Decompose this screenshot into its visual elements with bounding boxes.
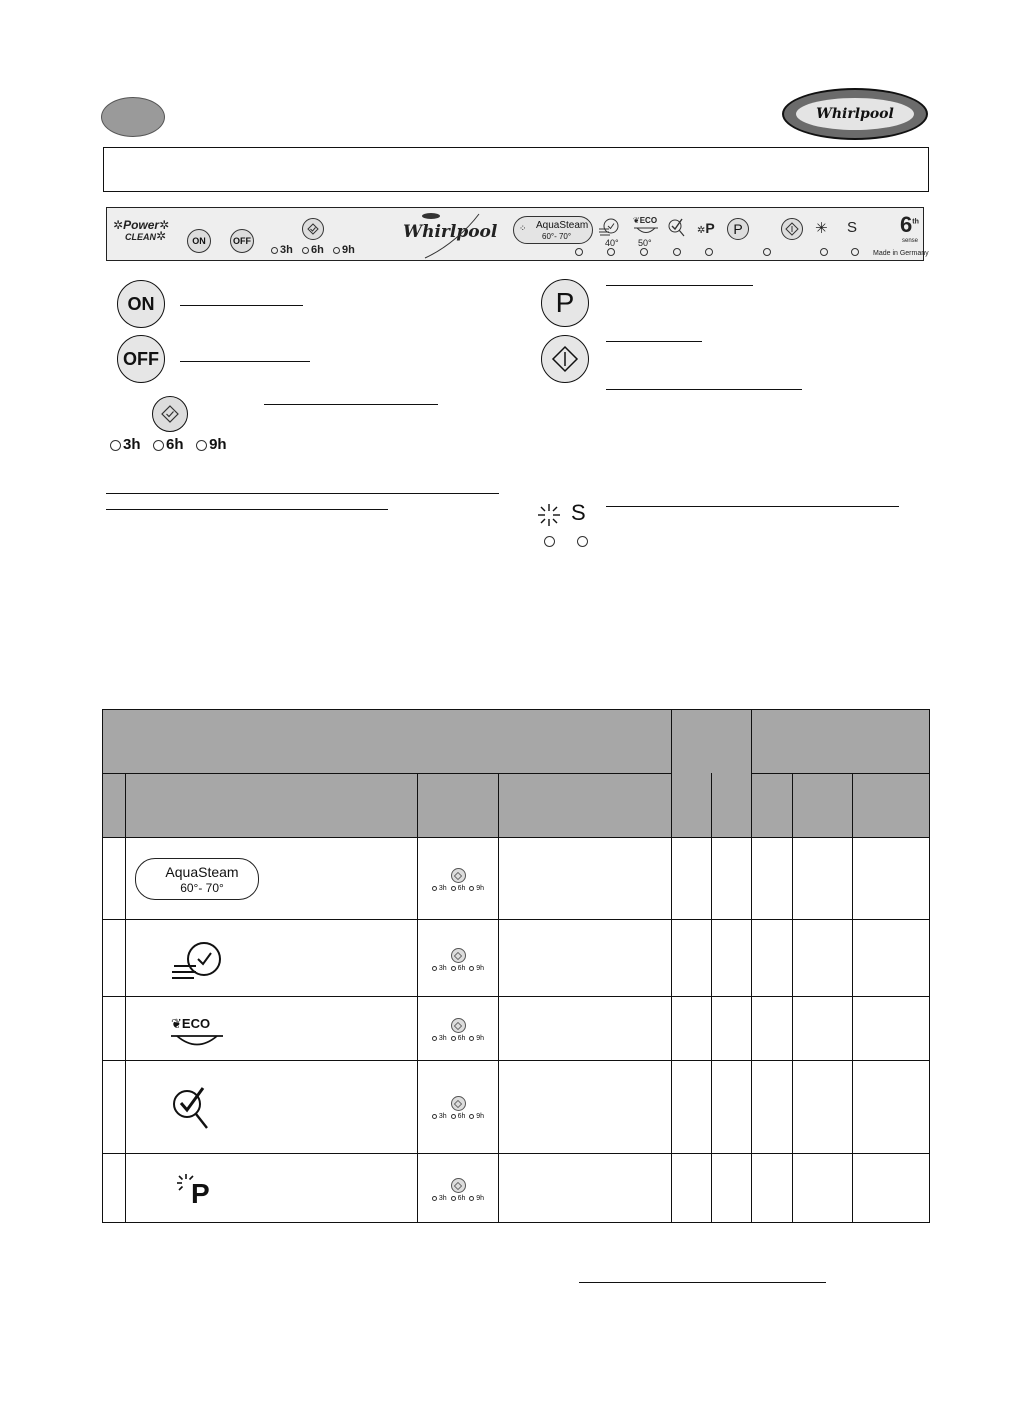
led-eco [640, 248, 648, 256]
legend-delay-icon [160, 404, 180, 424]
panel-aquasteam-label: AquaSteam [536, 220, 589, 231]
led-start [763, 248, 771, 256]
led-check [673, 248, 681, 256]
panel-check-wash-icon[interactable] [667, 217, 687, 239]
delay-icon [307, 223, 319, 235]
legend-delay-options: 3h 6h 9h [110, 436, 227, 453]
legend-line-2 [106, 509, 388, 510]
panel-prewash-icon[interactable]: ✲P [697, 220, 715, 236]
table-row-1-delay: 3h 6h 9h [418, 868, 498, 892]
panel-aquasteam-button[interactable] [513, 216, 593, 244]
led-salt [851, 248, 859, 256]
power-clean-icon: ✲ [113, 218, 124, 232]
legend-start-line [606, 341, 702, 342]
table-eco-icon: ❦ECO [171, 1016, 211, 1031]
delay-led-3h [271, 247, 278, 254]
legend-on-button: ON [117, 280, 165, 328]
footer-link-line [579, 1282, 826, 1283]
legend-delay-line [264, 404, 438, 405]
panel-delay-options: 3h 6h 9h [271, 244, 355, 256]
panel-logo-swoosh-icon [417, 210, 487, 260]
power-clean-label: ✲Power✲ CLEAN✲ [113, 218, 170, 243]
programme-table [102, 709, 930, 1223]
table-row-5-delay: 3h 6h 9h [418, 1178, 498, 1202]
language-badge [101, 97, 165, 137]
legend-p-button: P [541, 279, 589, 327]
panel-temp-40: 40° [605, 238, 619, 248]
delay-led-6h [302, 247, 309, 254]
legend-start-line-2 [606, 389, 802, 390]
whirlpool-logo [782, 88, 928, 140]
title-box [103, 147, 929, 192]
panel-salt-icon: S [847, 219, 858, 236]
legend-rinse-aid-icon [536, 502, 562, 528]
panel-quick-wash-icon[interactable] [597, 216, 621, 238]
panel-rinse-aid-icon: ✳ [815, 220, 828, 237]
panel-p-button[interactable]: P [727, 218, 749, 240]
legend-on-line [180, 305, 303, 306]
led-quick [607, 248, 615, 256]
on-button[interactable]: ON [187, 229, 211, 253]
logo-text: Whirlpool [816, 106, 894, 122]
start-icon [785, 222, 799, 236]
table-check-wash-icon [171, 1084, 217, 1132]
delay-led-9h [333, 247, 340, 254]
off-button[interactable]: OFF [230, 229, 254, 253]
led-prewash [705, 248, 713, 256]
legend-rinse-aid-led [544, 536, 555, 547]
table-aquasteam-icon: AquaSteam 60°- 70° [135, 858, 259, 900]
sixth-sense-logo: 6th [900, 212, 919, 237]
legend-salt-icon: S [571, 500, 586, 525]
legend-line-1 [106, 493, 499, 494]
legend-p-line [606, 285, 753, 286]
panel-temp-50: 50° [638, 238, 652, 248]
legend-start-button [541, 335, 589, 383]
panel-eco-bowl-icon [633, 226, 659, 236]
panel-logo: Whirlpool [403, 222, 498, 242]
panel-eco-icon[interactable]: ❦ECO [633, 216, 658, 225]
made-in-label: Made in Germany [873, 250, 929, 257]
legend-start-icon [551, 345, 579, 373]
steam-dots-icon: ⁘ [519, 223, 527, 233]
table-eco-bowl-icon [169, 1033, 225, 1051]
legend-salt-led [577, 536, 588, 547]
led-rinse-aid [820, 248, 828, 256]
table-row-3-delay: 3h 6h 9h [418, 1018, 498, 1042]
legend-warning-line [606, 506, 899, 507]
delay-button[interactable] [302, 218, 324, 240]
control-panel [106, 207, 929, 261]
table-row-2-delay: 3h 6h 9h [418, 948, 498, 972]
legend-off-button: OFF [117, 335, 165, 383]
table-quick-wash-icon [170, 938, 226, 984]
panel-aquasteam-temp: 60°- 70° [542, 232, 572, 241]
sixth-sense-text: sense [902, 238, 919, 244]
legend-off-line [180, 361, 310, 362]
legend-delay-button [152, 396, 188, 432]
table-row-4-delay: 3h 6h 9h [418, 1096, 498, 1120]
table-prewash-p-icon: P [191, 1178, 210, 1209]
panel-start-button[interactable] [781, 218, 803, 240]
led-aquasteam [575, 248, 583, 256]
